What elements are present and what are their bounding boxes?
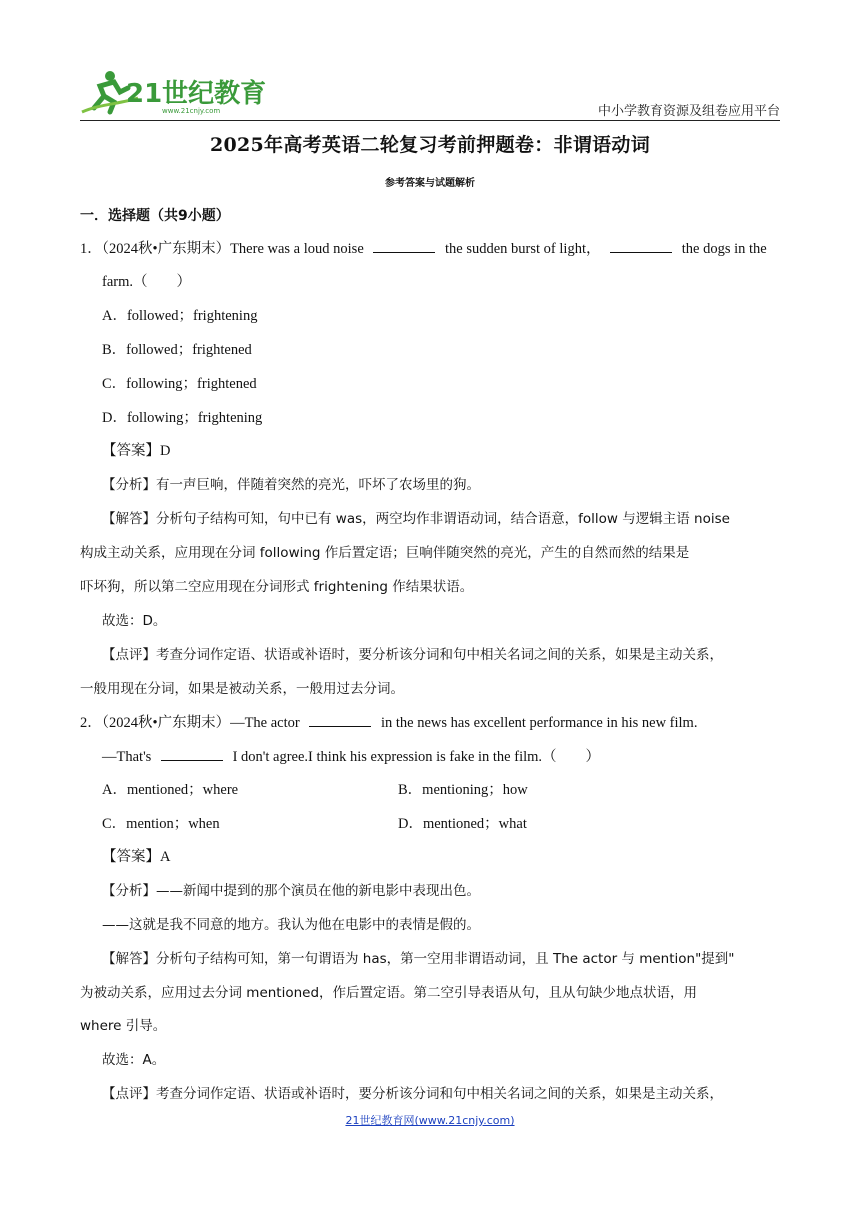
q1-stem-prefix: 1．（2024秋•广东期末）There was a loud noise [80, 241, 364, 257]
q2-analysis-line-1: 【分析】——新闻中提到的那个演员在他的新电影中表现出色。 [102, 883, 480, 899]
q2-choose: 故选：A。 [102, 1052, 166, 1068]
q2-stem [80, 712, 697, 733]
section-heading: 一．选择题（共9小题） [80, 208, 230, 224]
header-divider [80, 120, 780, 121]
q2-solution-line-2: 为被动关系，应用过去分词 mentioned，作后置定语。第二空引导表语从句，且从句缺少地点状语，用 [80, 985, 698, 1001]
footer-link[interactable]: 21世纪教育网(www.21cnjy.com) [345, 1114, 515, 1127]
q2-blank-1 [309, 712, 371, 727]
q1-choose: 故选：D。 [102, 613, 167, 629]
q2-comment-line-1: 【点评】考查分词作定语、状语或补语时，要分析该分词和句中相关名词之间的关系，如果是主动关系， [102, 1086, 723, 1102]
q2-option-b: B．mentioning；how [398, 782, 528, 798]
svg-text:www.21cnjy.com: www.21cnjy.com [162, 107, 221, 115]
q2-answer: 【答案】A [102, 849, 171, 865]
platform-slogan: 中小学教育资源及组卷应用平台 [597, 104, 780, 119]
q1-option-b: B．followed；frightened [102, 342, 252, 358]
q2-stem-line-2 [102, 746, 600, 767]
q2-analysis-line-2: ——这就是我不同意的地方。我认为他在电影中的表情是假的。 [102, 917, 480, 933]
q1-solution-line-3: 吓坏狗，所以第二空应用现在分词形式 frightening 作结果状语。 [80, 579, 474, 595]
q1-option-d: D．following；frightening [102, 410, 263, 426]
q1-blank-1 [373, 238, 435, 253]
q2-stem-prefix: 2．（2024秋•广东期末）—The actor [80, 715, 300, 731]
q2-solution-line-1: 【解答】分析句子结构可知，第一句谓语为 has，第一空用非谓语动词，且 The actor 与 mention"提到" [102, 951, 735, 967]
q2-option-a: A．mentioned；where [102, 782, 239, 798]
brand-logo [80, 68, 270, 116]
q2-option-d: D．mentioned；what [398, 816, 527, 832]
q1-comment-line-1: 【点评】考查分词作定语、状语或补语时，要分析该分词和句中相关名词之间的关系，如果是主动关系， [102, 647, 723, 663]
page-subtitle: 参考答案与试题解析 [385, 178, 475, 189]
page-header [80, 62, 780, 120]
q1-analysis: 【分析】有一声巨响，伴随着突然的亮光，吓坏了农场里的狗。 [102, 477, 480, 493]
page-title: 2025年高考英语二轮复习考前押题卷：非谓语动词 [209, 134, 651, 156]
q1-stem-end: the dogs in the [681, 241, 767, 257]
q2-option-c: C．mention；when [102, 816, 220, 832]
q1-solution-line-2: 构成主动关系，应用现在分词 following 作后置定语；巨响伴随突然的亮光，产生的自然而然的结果是 [80, 545, 690, 561]
q1-stem-cont: farm.（ ） [102, 274, 191, 290]
q2-stem-end: in the news has excellent performance in his new film. [380, 715, 698, 731]
q2-blank-2 [161, 746, 223, 761]
q1-option-c: C．following；frightened [102, 376, 257, 392]
q1-stem [80, 238, 767, 259]
q1-solution-line-1: 【解答】分析句子结构可知，句中已有 was，两空均作非谓语动词，结合语意，follow 与逻辑主语 noise [102, 511, 730, 527]
q2-line2-end: I don't agree.I think his expression is fake in the film.（ ） [232, 749, 601, 765]
q1-answer: 【答案】D [102, 443, 171, 459]
q1-blank-2 [610, 238, 672, 253]
q1-option-a: A．followed；frightening [102, 308, 258, 324]
q2-solution-line-3: where 引导。 [80, 1018, 167, 1034]
q1-comment-line-2: 一般用现在分词，如果是被动关系，一般用过去分词。 [80, 681, 404, 697]
svg-text:21世纪教育: 21世纪教育 [126, 79, 267, 109]
q1-stem-mid: the sudden burst of light， [445, 241, 601, 257]
q2-line2-prefix: —That's [102, 749, 152, 765]
